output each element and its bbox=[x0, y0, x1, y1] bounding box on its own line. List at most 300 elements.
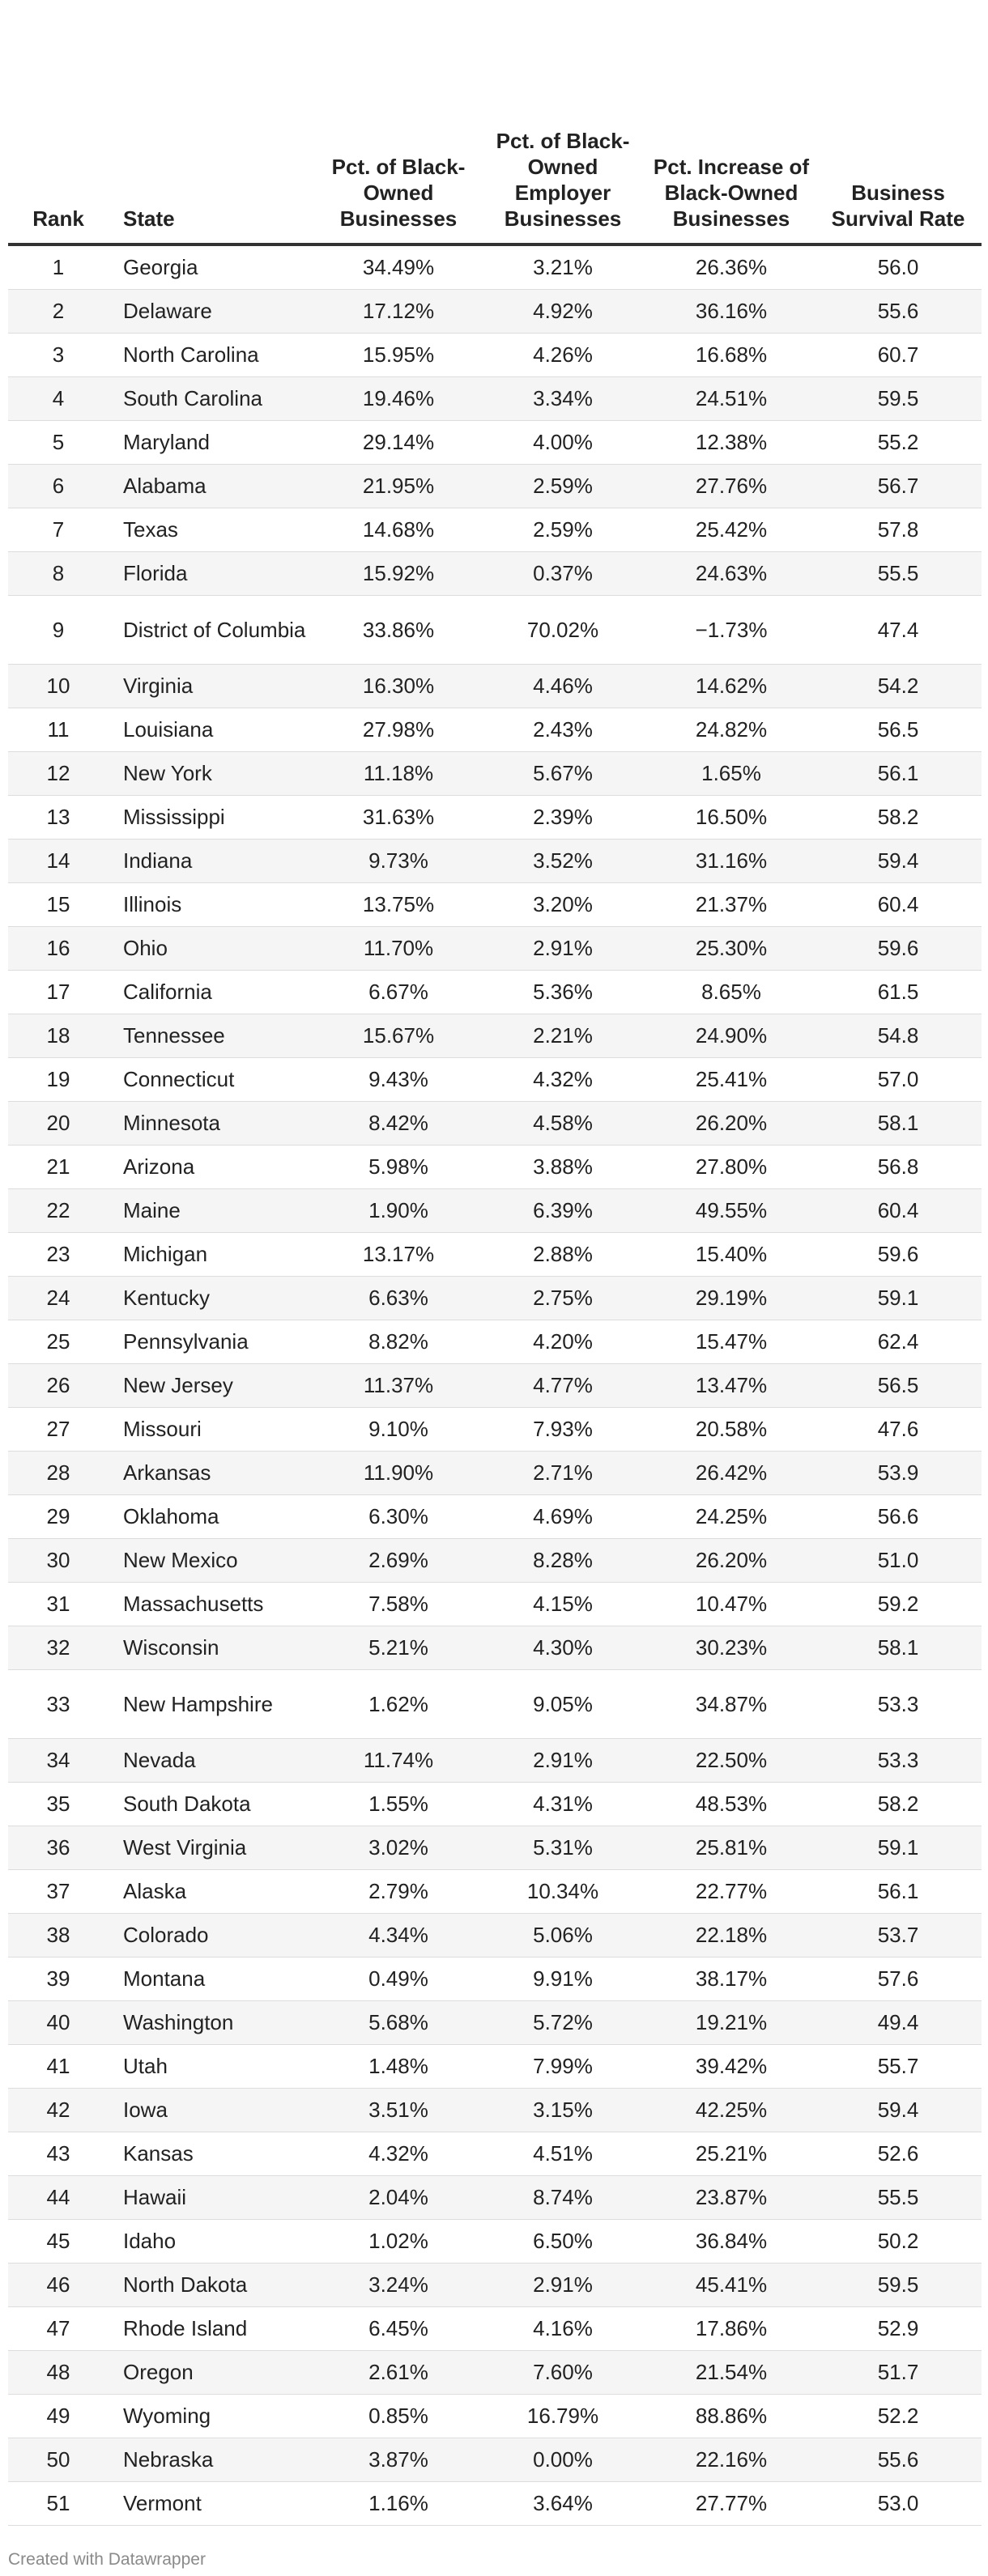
survival-rate-cell: 53.3 bbox=[815, 1670, 982, 1739]
state-cell: Minnesota bbox=[109, 1102, 319, 1146]
state-cell: North Carolina bbox=[109, 334, 319, 377]
pct-black-owned-cell: 14.68% bbox=[319, 508, 478, 552]
pct-increase-cell: 25.30% bbox=[648, 927, 815, 971]
pct-increase-cell: 8.65% bbox=[648, 971, 815, 1014]
rank-cell: 39 bbox=[8, 1958, 109, 2001]
survival-rate-cell: 62.4 bbox=[815, 1320, 982, 1364]
pct-employer-cell: 2.91% bbox=[478, 927, 648, 971]
state-cell: Pennsylvania bbox=[109, 1320, 319, 1364]
rank-cell: 14 bbox=[8, 840, 109, 883]
survival-rate-cell: 59.2 bbox=[815, 1583, 982, 1626]
state-cell: Colorado bbox=[109, 1914, 319, 1958]
pct-employer-cell: 2.91% bbox=[478, 2264, 648, 2307]
rank-cell: 1 bbox=[8, 244, 109, 290]
table-row bbox=[8, 883, 982, 927]
pct-increase-cell: 24.25% bbox=[648, 1495, 815, 1539]
pct-black-owned-cell: 34.49% bbox=[319, 244, 478, 290]
pct-increase-cell: 49.55% bbox=[648, 1189, 815, 1233]
rank-cell: 43 bbox=[8, 2132, 109, 2176]
pct-black-owned-cell: 8.82% bbox=[319, 1320, 478, 1364]
pct-increase-cell: 36.84% bbox=[648, 2220, 815, 2264]
pct-black-owned-cell: 3.02% bbox=[319, 1826, 478, 1870]
table-row bbox=[8, 377, 982, 421]
survival-rate-cell: 56.1 bbox=[815, 752, 982, 796]
survival-rate-cell: 56.5 bbox=[815, 708, 982, 752]
pct-employer-cell: 4.51% bbox=[478, 2132, 648, 2176]
pct-employer-cell: 2.21% bbox=[478, 1014, 648, 1058]
survival-rate-cell: 60.7 bbox=[815, 334, 982, 377]
rank-cell: 23 bbox=[8, 1233, 109, 1277]
table-row bbox=[8, 2220, 982, 2264]
survival-rate-cell: 51.7 bbox=[815, 2351, 982, 2395]
pct-employer-cell: 2.59% bbox=[478, 508, 648, 552]
rank-cell: 26 bbox=[8, 1364, 109, 1408]
table-row bbox=[8, 2045, 982, 2089]
table-row bbox=[8, 752, 982, 796]
pct-employer-cell: 0.00% bbox=[478, 2438, 648, 2482]
survival-rate-cell: 58.1 bbox=[815, 1102, 982, 1146]
pct-employer-cell: 4.32% bbox=[478, 1058, 648, 1102]
state-cell: Tennessee bbox=[109, 1014, 319, 1058]
table-row bbox=[8, 1870, 982, 1914]
rank-cell: 24 bbox=[8, 1277, 109, 1320]
rank-cell: 16 bbox=[8, 927, 109, 971]
pct-black-owned-cell: 13.17% bbox=[319, 1233, 478, 1277]
rank-cell: 31 bbox=[8, 1583, 109, 1626]
state-cell: Hawaii bbox=[109, 2176, 319, 2220]
pct-increase-cell: 45.41% bbox=[648, 2264, 815, 2307]
pct-increase-cell: 26.20% bbox=[648, 1539, 815, 1583]
rank-cell: 42 bbox=[8, 2089, 109, 2132]
pct-black-owned-cell: 9.43% bbox=[319, 1058, 478, 1102]
pct-employer-cell: 10.34% bbox=[478, 1870, 648, 1914]
pct-black-owned-cell: 11.74% bbox=[319, 1739, 478, 1783]
state-cell: Texas bbox=[109, 508, 319, 552]
survival-rate-cell: 47.4 bbox=[815, 596, 982, 665]
pct-black-owned-cell: 1.16% bbox=[319, 2482, 478, 2526]
pct-increase-cell: 31.16% bbox=[648, 840, 815, 883]
header-rank[interactable]: Rank bbox=[8, 0, 109, 244]
rank-cell: 45 bbox=[8, 2220, 109, 2264]
pct-black-owned-cell: 17.12% bbox=[319, 290, 478, 334]
pct-increase-cell: 23.87% bbox=[648, 2176, 815, 2220]
pct-increase-cell: 13.47% bbox=[648, 1364, 815, 1408]
state-cell: Wyoming bbox=[109, 2395, 319, 2438]
rank-cell: 46 bbox=[8, 2264, 109, 2307]
table-row bbox=[8, 1452, 982, 1495]
state-cell: Arkansas bbox=[109, 1452, 319, 1495]
pct-black-owned-cell: 0.85% bbox=[319, 2395, 478, 2438]
state-cell: Washington bbox=[109, 2001, 319, 2045]
rank-cell: 38 bbox=[8, 1914, 109, 1958]
table-row bbox=[8, 1102, 982, 1146]
survival-rate-cell: 52.2 bbox=[815, 2395, 982, 2438]
survival-rate-cell: 56.6 bbox=[815, 1495, 982, 1539]
table-row bbox=[8, 1583, 982, 1626]
rank-cell: 18 bbox=[8, 1014, 109, 1058]
state-cell: New Mexico bbox=[109, 1539, 319, 1583]
header-survival-rate[interactable]: Business Survival Rate bbox=[815, 0, 982, 244]
table-row bbox=[8, 2395, 982, 2438]
survival-rate-cell: 56.8 bbox=[815, 1146, 982, 1189]
pct-black-owned-cell: 11.18% bbox=[319, 752, 478, 796]
pct-increase-cell: 17.86% bbox=[648, 2307, 815, 2351]
survival-rate-cell: 61.5 bbox=[815, 971, 982, 1014]
table-row bbox=[8, 1958, 982, 2001]
table-row bbox=[8, 596, 982, 665]
table-row bbox=[8, 2132, 982, 2176]
rank-cell: 34 bbox=[8, 1739, 109, 1783]
pct-employer-cell: 0.37% bbox=[478, 552, 648, 596]
rank-cell: 3 bbox=[8, 334, 109, 377]
survival-rate-cell: 58.2 bbox=[815, 796, 982, 840]
pct-increase-cell: −1.73% bbox=[648, 596, 815, 665]
pct-black-owned-cell: 3.24% bbox=[319, 2264, 478, 2307]
pct-employer-cell: 2.59% bbox=[478, 465, 648, 508]
pct-black-owned-cell: 1.62% bbox=[319, 1670, 478, 1739]
pct-employer-cell: 2.71% bbox=[478, 1452, 648, 1495]
survival-rate-cell: 57.6 bbox=[815, 1958, 982, 2001]
rank-cell: 7 bbox=[8, 508, 109, 552]
rank-cell: 20 bbox=[8, 1102, 109, 1146]
survival-rate-cell: 55.6 bbox=[815, 2438, 982, 2482]
pct-employer-cell: 16.79% bbox=[478, 2395, 648, 2438]
data-table bbox=[8, 0, 982, 2526]
table-header bbox=[8, 0, 982, 244]
pct-increase-cell: 26.36% bbox=[648, 244, 815, 290]
pct-increase-cell: 36.16% bbox=[648, 290, 815, 334]
pct-employer-cell: 3.15% bbox=[478, 2089, 648, 2132]
rank-cell: 10 bbox=[8, 665, 109, 708]
state-cell: Illinois bbox=[109, 883, 319, 927]
pct-increase-cell: 21.54% bbox=[648, 2351, 815, 2395]
table-row bbox=[8, 1146, 982, 1189]
pct-black-owned-cell: 3.51% bbox=[319, 2089, 478, 2132]
header-pct-increase[interactable]: Pct. Increase of Black-Owned Businesses bbox=[648, 0, 815, 244]
state-cell: Kansas bbox=[109, 2132, 319, 2176]
pct-increase-cell: 27.77% bbox=[648, 2482, 815, 2526]
survival-rate-cell: 52.9 bbox=[815, 2307, 982, 2351]
pct-employer-cell: 7.60% bbox=[478, 2351, 648, 2395]
pct-black-owned-cell: 1.02% bbox=[319, 2220, 478, 2264]
pct-employer-cell: 4.20% bbox=[478, 1320, 648, 1364]
table-row bbox=[8, 1058, 982, 1102]
pct-black-owned-cell: 21.95% bbox=[319, 465, 478, 508]
pct-increase-cell: 24.51% bbox=[648, 377, 815, 421]
state-cell: Nebraska bbox=[109, 2438, 319, 2482]
survival-rate-cell: 59.6 bbox=[815, 1233, 982, 1277]
pct-black-owned-cell: 15.95% bbox=[319, 334, 478, 377]
table-row bbox=[8, 927, 982, 971]
pct-increase-cell: 10.47% bbox=[648, 1583, 815, 1626]
pct-black-owned-cell: 4.34% bbox=[319, 1914, 478, 1958]
pct-employer-cell: 4.16% bbox=[478, 2307, 648, 2351]
state-cell: Mississippi bbox=[109, 796, 319, 840]
pct-black-owned-cell: 2.04% bbox=[319, 2176, 478, 2220]
pct-black-owned-cell: 6.45% bbox=[319, 2307, 478, 2351]
pct-employer-cell: 4.46% bbox=[478, 665, 648, 708]
rank-cell: 40 bbox=[8, 2001, 109, 2045]
header-state[interactable]: State bbox=[109, 0, 319, 244]
pct-black-owned-cell: 16.30% bbox=[319, 665, 478, 708]
table-row bbox=[8, 508, 982, 552]
pct-increase-cell: 25.21% bbox=[648, 2132, 815, 2176]
pct-employer-cell: 2.91% bbox=[478, 1739, 648, 1783]
survival-rate-cell: 47.6 bbox=[815, 1408, 982, 1452]
data-table-container bbox=[8, 0, 982, 2526]
pct-employer-cell: 4.77% bbox=[478, 1364, 648, 1408]
survival-rate-cell: 54.8 bbox=[815, 1014, 982, 1058]
pct-employer-cell: 3.20% bbox=[478, 883, 648, 927]
table-row bbox=[8, 840, 982, 883]
table-row bbox=[8, 1408, 982, 1452]
table-row bbox=[8, 2482, 982, 2526]
state-cell: Montana bbox=[109, 1958, 319, 2001]
pct-employer-cell: 4.69% bbox=[478, 1495, 648, 1539]
pct-increase-cell: 14.62% bbox=[648, 665, 815, 708]
survival-rate-cell: 59.1 bbox=[815, 1826, 982, 1870]
pct-black-owned-cell: 27.98% bbox=[319, 708, 478, 752]
state-cell: Nevada bbox=[109, 1739, 319, 1783]
pct-employer-cell: 2.88% bbox=[478, 1233, 648, 1277]
table-row bbox=[8, 796, 982, 840]
pct-increase-cell: 24.90% bbox=[648, 1014, 815, 1058]
survival-rate-cell: 53.7 bbox=[815, 1914, 982, 1958]
pct-black-owned-cell: 6.63% bbox=[319, 1277, 478, 1320]
pct-employer-cell: 7.93% bbox=[478, 1408, 648, 1452]
pct-employer-cell: 4.26% bbox=[478, 334, 648, 377]
survival-rate-cell: 58.1 bbox=[815, 1626, 982, 1670]
pct-increase-cell: 22.16% bbox=[648, 2438, 815, 2482]
state-cell: Louisiana bbox=[109, 708, 319, 752]
pct-black-owned-cell: 4.32% bbox=[319, 2132, 478, 2176]
survival-rate-cell: 54.2 bbox=[815, 665, 982, 708]
rank-cell: 8 bbox=[8, 552, 109, 596]
survival-rate-cell: 60.4 bbox=[815, 1189, 982, 1233]
state-cell: Utah bbox=[109, 2045, 319, 2089]
rank-cell: 6 bbox=[8, 465, 109, 508]
table-row bbox=[8, 334, 982, 377]
pct-increase-cell: 22.18% bbox=[648, 1914, 815, 1958]
survival-rate-cell: 53.3 bbox=[815, 1739, 982, 1783]
state-cell: Connecticut bbox=[109, 1058, 319, 1102]
state-cell: Maryland bbox=[109, 421, 319, 465]
survival-rate-cell: 58.2 bbox=[815, 1783, 982, 1826]
pct-increase-cell: 29.19% bbox=[648, 1277, 815, 1320]
pct-employer-cell: 4.58% bbox=[478, 1102, 648, 1146]
table-row bbox=[8, 1277, 982, 1320]
table-row bbox=[8, 1739, 982, 1783]
pct-black-owned-cell: 9.73% bbox=[319, 840, 478, 883]
table-row bbox=[8, 1364, 982, 1408]
table-row bbox=[8, 1495, 982, 1539]
state-cell: Idaho bbox=[109, 2220, 319, 2264]
state-cell: South Carolina bbox=[109, 377, 319, 421]
rank-cell: 21 bbox=[8, 1146, 109, 1189]
pct-black-owned-cell: 33.86% bbox=[319, 596, 478, 665]
pct-increase-cell: 15.40% bbox=[648, 1233, 815, 1277]
survival-rate-cell: 59.4 bbox=[815, 2089, 982, 2132]
pct-employer-cell: 5.36% bbox=[478, 971, 648, 1014]
table-row bbox=[8, 290, 982, 334]
survival-rate-cell: 59.4 bbox=[815, 840, 982, 883]
pct-employer-cell: 3.52% bbox=[478, 840, 648, 883]
table-row bbox=[8, 2307, 982, 2351]
pct-employer-cell: 4.31% bbox=[478, 1783, 648, 1826]
state-cell: Wisconsin bbox=[109, 1626, 319, 1670]
table-row bbox=[8, 1914, 982, 1958]
pct-increase-cell: 16.68% bbox=[648, 334, 815, 377]
header-pct-employer[interactable]: Pct. of Black-Owned Employer Businesses bbox=[478, 0, 648, 244]
survival-rate-cell: 56.0 bbox=[815, 244, 982, 290]
state-cell: New Hampshire bbox=[109, 1670, 319, 1739]
table-row bbox=[8, 1320, 982, 1364]
survival-rate-cell: 55.5 bbox=[815, 552, 982, 596]
header-pct-black-owned[interactable]: Pct. of Black-Owned Businesses bbox=[319, 0, 478, 244]
pct-increase-cell: 15.47% bbox=[648, 1320, 815, 1364]
table-row bbox=[8, 2438, 982, 2482]
pct-employer-cell: 2.39% bbox=[478, 796, 648, 840]
pct-increase-cell: 25.42% bbox=[648, 508, 815, 552]
table-row bbox=[8, 1014, 982, 1058]
table-row bbox=[8, 2001, 982, 2045]
pct-black-owned-cell: 5.98% bbox=[319, 1146, 478, 1189]
state-cell: Delaware bbox=[109, 290, 319, 334]
pct-increase-cell: 34.87% bbox=[648, 1670, 815, 1739]
rank-cell: 28 bbox=[8, 1452, 109, 1495]
pct-black-owned-cell: 2.79% bbox=[319, 1870, 478, 1914]
state-cell: New York bbox=[109, 752, 319, 796]
rank-cell: 49 bbox=[8, 2395, 109, 2438]
pct-increase-cell: 24.82% bbox=[648, 708, 815, 752]
rank-cell: 13 bbox=[8, 796, 109, 840]
survival-rate-cell: 56.1 bbox=[815, 1870, 982, 1914]
survival-rate-cell: 57.8 bbox=[815, 508, 982, 552]
table-row bbox=[8, 1189, 982, 1233]
pct-increase-cell: 20.58% bbox=[648, 1408, 815, 1452]
pct-increase-cell: 48.53% bbox=[648, 1783, 815, 1826]
table-body bbox=[8, 244, 982, 2526]
pct-black-owned-cell: 2.61% bbox=[319, 2351, 478, 2395]
pct-employer-cell: 3.21% bbox=[478, 244, 648, 290]
rank-cell: 37 bbox=[8, 1870, 109, 1914]
pct-employer-cell: 4.00% bbox=[478, 421, 648, 465]
state-cell: Vermont bbox=[109, 2482, 319, 2526]
survival-rate-cell: 59.6 bbox=[815, 927, 982, 971]
pct-employer-cell: 4.15% bbox=[478, 1583, 648, 1626]
table-row bbox=[8, 1233, 982, 1277]
pct-employer-cell: 8.28% bbox=[478, 1539, 648, 1583]
pct-increase-cell: 19.21% bbox=[648, 2001, 815, 2045]
footer-credit[interactable]: Created with Datawrapper bbox=[8, 2550, 206, 2569]
table-row bbox=[8, 552, 982, 596]
rank-cell: 29 bbox=[8, 1495, 109, 1539]
state-cell: Iowa bbox=[109, 2089, 319, 2132]
pct-employer-cell: 7.99% bbox=[478, 2045, 648, 2089]
rank-cell: 17 bbox=[8, 971, 109, 1014]
rank-cell: 44 bbox=[8, 2176, 109, 2220]
pct-employer-cell: 5.31% bbox=[478, 1826, 648, 1870]
state-cell: West Virginia bbox=[109, 1826, 319, 1870]
pct-employer-cell: 9.05% bbox=[478, 1670, 648, 1739]
state-cell: Missouri bbox=[109, 1408, 319, 1452]
state-cell: Rhode Island bbox=[109, 2307, 319, 2351]
pct-black-owned-cell: 2.69% bbox=[319, 1539, 478, 1583]
table-row bbox=[8, 465, 982, 508]
pct-increase-cell: 12.38% bbox=[648, 421, 815, 465]
table-row bbox=[8, 421, 982, 465]
pct-black-owned-cell: 11.90% bbox=[319, 1452, 478, 1495]
table-row bbox=[8, 1670, 982, 1739]
pct-increase-cell: 42.25% bbox=[648, 2089, 815, 2132]
state-cell: Georgia bbox=[109, 244, 319, 290]
rank-cell: 2 bbox=[8, 290, 109, 334]
state-cell: Ohio bbox=[109, 927, 319, 971]
table-row bbox=[8, 244, 982, 290]
survival-rate-cell: 52.6 bbox=[815, 2132, 982, 2176]
pct-increase-cell: 22.50% bbox=[648, 1739, 815, 1783]
survival-rate-cell: 57.0 bbox=[815, 1058, 982, 1102]
state-cell: Florida bbox=[109, 552, 319, 596]
pct-black-owned-cell: 15.92% bbox=[319, 552, 478, 596]
table-row bbox=[8, 2176, 982, 2220]
pct-black-owned-cell: 1.48% bbox=[319, 2045, 478, 2089]
pct-employer-cell: 2.43% bbox=[478, 708, 648, 752]
survival-rate-cell: 55.6 bbox=[815, 290, 982, 334]
pct-black-owned-cell: 9.10% bbox=[319, 1408, 478, 1452]
pct-black-owned-cell: 7.58% bbox=[319, 1583, 478, 1626]
pct-black-owned-cell: 5.21% bbox=[319, 1626, 478, 1670]
table-row bbox=[8, 708, 982, 752]
survival-rate-cell: 55.7 bbox=[815, 2045, 982, 2089]
pct-black-owned-cell: 1.55% bbox=[319, 1783, 478, 1826]
pct-increase-cell: 27.80% bbox=[648, 1146, 815, 1189]
survival-rate-cell: 59.5 bbox=[815, 2264, 982, 2307]
pct-black-owned-cell: 5.68% bbox=[319, 2001, 478, 2045]
pct-increase-cell: 39.42% bbox=[648, 2045, 815, 2089]
pct-black-owned-cell: 29.14% bbox=[319, 421, 478, 465]
rank-cell: 35 bbox=[8, 1783, 109, 1826]
pct-employer-cell: 8.74% bbox=[478, 2176, 648, 2220]
rank-cell: 4 bbox=[8, 377, 109, 421]
rank-cell: 50 bbox=[8, 2438, 109, 2482]
pct-increase-cell: 21.37% bbox=[648, 883, 815, 927]
state-cell: Alabama bbox=[109, 465, 319, 508]
pct-increase-cell: 16.50% bbox=[648, 796, 815, 840]
pct-employer-cell: 3.64% bbox=[478, 2482, 648, 2526]
pct-employer-cell: 3.88% bbox=[478, 1146, 648, 1189]
survival-rate-cell: 50.2 bbox=[815, 2220, 982, 2264]
pct-black-owned-cell: 6.67% bbox=[319, 971, 478, 1014]
survival-rate-cell: 60.4 bbox=[815, 883, 982, 927]
table-row bbox=[8, 665, 982, 708]
table-row bbox=[8, 1783, 982, 1826]
state-cell: Virginia bbox=[109, 665, 319, 708]
rank-cell: 15 bbox=[8, 883, 109, 927]
rank-cell: 11 bbox=[8, 708, 109, 752]
pct-black-owned-cell: 11.70% bbox=[319, 927, 478, 971]
pct-employer-cell: 6.39% bbox=[478, 1189, 648, 1233]
pct-increase-cell: 24.63% bbox=[648, 552, 815, 596]
pct-employer-cell: 4.30% bbox=[478, 1626, 648, 1670]
survival-rate-cell: 56.7 bbox=[815, 465, 982, 508]
state-cell: District of Columbia bbox=[109, 596, 319, 665]
pct-increase-cell: 38.17% bbox=[648, 1958, 815, 2001]
survival-rate-cell: 49.4 bbox=[815, 2001, 982, 2045]
pct-employer-cell: 4.92% bbox=[478, 290, 648, 334]
rank-cell: 19 bbox=[8, 1058, 109, 1102]
survival-rate-cell: 59.1 bbox=[815, 1277, 982, 1320]
